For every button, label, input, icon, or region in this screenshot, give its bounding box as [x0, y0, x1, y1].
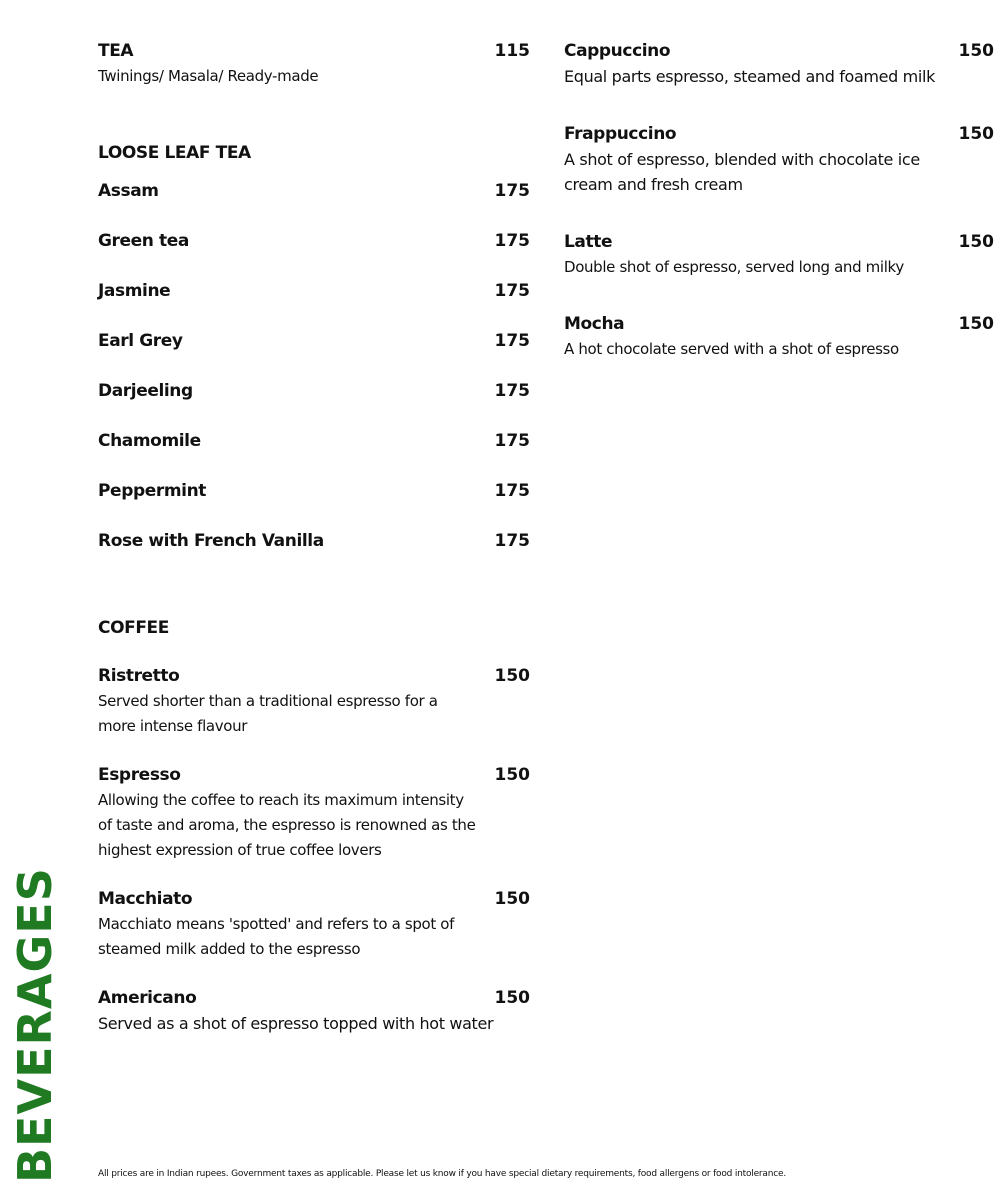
item-price: 115 [494, 41, 530, 61]
item-price: 175 [494, 331, 530, 351]
item-name: Mocha [564, 314, 625, 334]
menu-item-green-tea [98, 228, 530, 278]
right-column [564, 38, 994, 362]
item-name: Rose with French Vanilla [98, 531, 324, 551]
item-description-line: cream and fresh cream [564, 175, 743, 194]
menu-item-americano [98, 985, 530, 1036]
item-name: Assam [98, 181, 159, 201]
item-description: Twinings/ Masala/ Ready-made [98, 67, 319, 85]
item-price: 175 [494, 481, 530, 501]
item-description-line: highest expression of true coffee lovers [98, 841, 382, 859]
item-price: 150 [958, 124, 994, 144]
item-description-line: Double shot of espresso, served long and milky [564, 258, 904, 276]
item-name: Chamomile [98, 431, 201, 451]
footer-note: All prices are in Indian rupees. Government taxes as applicable. Please let us know if you have special dietary requirements, food allergens or food intolerance. [98, 1169, 786, 1179]
left-column [98, 38, 530, 1036]
menu-item-tea [98, 38, 530, 89]
menu-item-ristretto [98, 663, 530, 739]
item-price: 150 [494, 765, 530, 785]
menu-item-jasmine [98, 278, 530, 328]
item-name: Ristretto [98, 666, 180, 686]
item-description-line: Allowing the coffee to reach its maximum intensity [98, 791, 464, 809]
loose-leaf-list [98, 178, 530, 578]
item-name: Darjeeling [98, 381, 193, 401]
item-description-line: more intense flavour [98, 717, 248, 735]
section-title-loose-leaf-tea: LOOSE LEAF TEA [98, 143, 251, 163]
item-price: 175 [494, 531, 530, 551]
item-price: 175 [494, 381, 530, 401]
menu-item-macchiato [98, 886, 530, 962]
item-name: Green tea [98, 231, 189, 251]
menu-item-frappuccino [564, 121, 994, 197]
item-description-line: A shot of espresso, blended with chocolate ice [564, 150, 920, 169]
section-title-coffee: COFFEE [98, 618, 169, 638]
item-price: 150 [494, 988, 530, 1008]
item-price: 150 [958, 232, 994, 252]
item-price: 150 [494, 889, 530, 909]
menu-item-darjeeling [98, 378, 530, 428]
item-price: 150 [494, 666, 530, 686]
item-description-line: Macchiato means 'spotted' and refers to a spot of [98, 915, 455, 933]
item-price: 175 [494, 231, 530, 251]
menu-item-rose-with-french-vanilla [98, 528, 530, 578]
menu-item-assam [98, 178, 530, 228]
menu-item-earl-grey [98, 328, 530, 378]
item-description-line: of taste and aroma, the espresso is renowned as the [98, 816, 476, 834]
menu-item-cappuccino [564, 38, 994, 89]
item-name: Espresso [98, 765, 181, 785]
item-name: Jasmine [98, 281, 171, 301]
menu-item-chamomile [98, 428, 530, 478]
item-name: Peppermint [98, 481, 207, 501]
menu-item-espresso [98, 762, 530, 863]
item-name: Americano [98, 988, 197, 1008]
item-name: Frappuccino [564, 124, 677, 144]
item-name: TEA [98, 41, 134, 61]
item-description-line: Served shorter than a traditional espresso for a [98, 692, 438, 710]
menu-item-peppermint [98, 478, 530, 528]
menu-item-latte [564, 229, 994, 280]
item-description-line: Served as a shot of espresso topped with hot water [98, 1014, 494, 1033]
item-description-line: steamed milk added to the espresso [98, 940, 361, 958]
item-price: 175 [494, 431, 530, 451]
item-price: 175 [494, 281, 530, 301]
item-price: 175 [494, 181, 530, 201]
item-name: Latte [564, 232, 613, 252]
item-description-line: A hot chocolate served with a shot of espresso [564, 340, 899, 358]
item-price: 150 [958, 314, 994, 334]
item-price: 150 [958, 41, 994, 61]
item-description-line: Equal parts espresso, steamed and foamed milk [564, 67, 936, 86]
menu-item-mocha [564, 311, 994, 362]
side-title-beverages: BEVERAGES [8, 867, 62, 1183]
item-name: Earl Grey [98, 331, 183, 351]
item-name: Cappuccino [564, 41, 671, 61]
item-name: Macchiato [98, 889, 193, 909]
